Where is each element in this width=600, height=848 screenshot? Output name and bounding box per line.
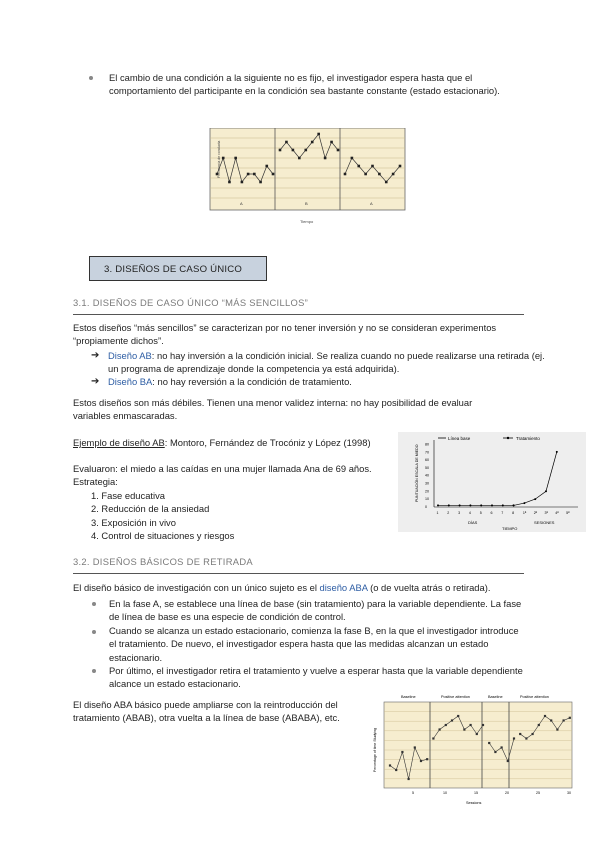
s32-intro-b: (o de vuelta atrás o retirada). [367,582,491,593]
fig2-ytick: 20 [425,489,429,494]
fig3-xtick: 15 [474,791,478,795]
fig3-point [395,769,397,771]
fig1-point [351,157,354,160]
fig3-point [494,751,496,753]
fig3-point [501,746,503,748]
fig2-ytick: 10 [425,497,429,502]
fig3-point [550,719,552,721]
fig3-point [556,728,558,730]
s31-intro: Estos diseños “más sencillos” se caracterizan por no tener inversión y no se consideran experimentos “propiamente dichos”. [73,322,497,347]
fig1-point [265,165,268,168]
s31-ab-text: : no hay inversión a la condición inicial. Se realiza cuando no puede realizarse una retirada (ej. un programa de aprendizaje donde la competencia ya está adquirida). [108,350,545,375]
fig1-point [364,173,367,176]
fig3-xtick: 30 [567,791,571,795]
fig1-point [279,149,282,152]
fig1-point [234,157,237,160]
s31-steps [91,489,371,542]
s31-ba-text: : no hay reversión a la condición de tratamiento. [152,376,352,387]
fig1-ylabel: Frecuencia de conducta [217,140,221,178]
fig2-point [480,504,482,506]
fig3-xtick: 10 [443,791,447,795]
fig2-xtick: 4 [468,511,471,515]
s32-bullet-3: Por último, el investigador retira el tratamiento y vuelve a esperar hasta que la variable dependiente alcance un estado estacionario. [109,665,523,690]
fig3-phase-4: Positive attention [520,695,549,699]
figure-2-chart [398,432,586,532]
bullet-dot [92,630,96,634]
bullet-dot [92,669,96,673]
section-3-2-title: 3.2. DISEÑOS BÁSICOS DE RETIRADA [73,556,253,567]
fig3-point [401,751,403,753]
fig1-point [344,173,347,176]
fig1-point [324,157,327,160]
fig3-point [519,733,521,735]
figure-2 [398,432,586,532]
step-item: 2. Reducción de la ansiedad [91,503,210,515]
fig3-xtick: 20 [505,791,509,795]
fig2-xtick: 5 [479,511,482,515]
fig2-xlabel: TIEMPO [502,526,518,531]
example-label: Ejemplo de diseño AB [73,437,165,448]
s32-intro-a: El diseño básico de investigación con un único sujeto es el [73,582,320,593]
fig3-xlabel: Sessions [466,801,482,805]
fig3-point [445,724,447,726]
step-item: 3. Exposición in vivo [91,516,176,528]
fig3-ylabel: Percentage of time Studying [373,728,377,772]
arrow-icon: ➔ [91,376,100,387]
arrow-icon: ➔ [91,350,100,361]
fig3-point [544,715,546,717]
fig3-point [426,758,428,760]
fig1-point [385,181,388,184]
step-item: 1. Fase educativa [91,490,166,501]
intro-bullet-text: El cambio de una condición a la siguiente no es fijo, el investigador espera hasta que el comportamiento del participante en la condición sea bastante constante (estado estacionario). [109,72,500,97]
fig3-point [513,737,515,739]
fig2-point [556,451,558,453]
fig2-ytick: 70 [425,450,429,455]
section-3-1-title: 3.1. DISEÑOS DE CASO ÚNICO “MÁS SENCILLOS” [73,297,309,308]
s31-item-ab [91,349,548,376]
figure-1 [200,128,410,228]
fig2-point [491,504,493,506]
fig1-point [304,149,307,152]
s32-intro [73,581,543,594]
fig2-ytick: 80 [425,442,429,447]
fig3-point [420,760,422,762]
fig2-xtick: 3 [458,511,461,515]
fig2-xtick: 1ª [522,511,527,515]
s31-example [73,436,373,449]
fig2-ytick: 60 [425,458,429,463]
fig1-point [247,173,250,176]
fig3-phase-2: Positive attention [441,695,470,699]
fig2-xtick: 2 [447,511,450,515]
s32-bullet-1: En la fase A, se establece una línea de base (sin tratamiento) para la variable dependiente. La fase de línea de base es una especie de condición de control. [109,598,522,623]
fig2-xtick: 6 [490,511,493,515]
fig1-point [357,165,360,168]
fig2-legend-marker [507,437,509,439]
fig3-point [569,717,571,719]
fig3-point [507,760,509,762]
fig2-xtick: 2ª [533,511,538,515]
fig3-point [414,746,416,748]
fig1-point [298,157,301,160]
fig3-xtick: 25 [536,791,540,795]
fig3-point [451,719,453,721]
fig1-xlabel: Tiempo [300,219,314,224]
fig3-point [432,737,434,739]
figure-3-chart [368,692,578,806]
bullet-dot [92,602,96,606]
fig2-xtick: 3ª [544,511,548,515]
fig1-point [392,173,395,176]
fig1-point [228,181,231,184]
fig3-point [488,742,490,744]
fig3-point [563,719,565,721]
fig1-phase-b: B [305,201,308,206]
fig2-point [502,504,504,506]
fig1-point [292,149,295,152]
section-3-2-rule [73,573,524,574]
fig2-ytick: 50 [425,465,429,470]
figure-1-chart [200,128,410,228]
fig1-point [330,141,333,144]
fig1-point [222,157,225,160]
s32-intro-term: diseño ABA [319,582,368,593]
fig1-point [399,165,402,168]
fig2-ylabel: PUNTUACIÓN ESCALA DE MIEDO [415,444,419,502]
fig1-point [337,149,340,152]
fig2-point [513,504,515,506]
section-3-1-rule [73,314,524,315]
fig2-xtick: 8 [512,511,515,515]
fig2-point [534,498,536,500]
fig1-point [371,165,374,168]
fig1-point [317,133,320,136]
fig3-phase-1: Baseline [401,695,416,699]
fig1-point [311,141,314,144]
fig2-point [469,504,471,506]
fig2-point [448,504,450,506]
fig2-point [437,504,439,506]
fig3-point [457,715,459,717]
fig2-point [545,490,547,492]
s31-example-eval: Evaluaron: el miedo a las caídas en una mujer llamada Ana de 69 años. Estrategia: [73,463,372,488]
example-authors: : Montoro, Fernández de Trocóniz y López (1998) [164,437,371,448]
fig3-point [538,724,540,726]
fig1-point [253,173,256,176]
fig1-phase-a1: A [240,201,243,206]
section-3-heading [89,256,267,281]
fig3-point [476,733,478,735]
fig2-legend-base: Línea base [448,436,471,441]
s31-ba-term: Diseño BA [108,376,153,387]
fig2-xtick: 7 [501,511,504,515]
fig2-point [523,502,525,504]
s31-weak: Estos diseños son más débiles. Tienen una menor validez interna: no hay posibilidad de evaluar variables enmascaradas. [73,397,473,422]
fig3-point [470,724,472,726]
fig3-point [525,737,527,739]
fig1-phase-a2: A [370,201,373,206]
step-item: 4. Control de situaciones y riesgos [91,529,235,541]
s31-ab-term: Diseño AB [108,350,152,361]
section-3-heading-text: 3. DISEÑOS DE CASO ÚNICO [104,264,243,275]
fig3-point [439,728,441,730]
fig3-xtick: 5 [412,791,414,795]
fig2-point [459,504,461,506]
fig2-xgroup1: DÍAS [468,520,478,525]
fig3-point [482,724,484,726]
figure-3 [368,692,578,806]
fig1-point [241,181,244,184]
s32-bullet-2: Cuando se alcanza un estado estacionario, comienza la fase B, en la que el investigador introduce el tratamiento. De nuevo, el investigador espera hasta que las medidas alcanzan un estado estacionario. [109,625,519,663]
fig2-xtick: 5ª [566,511,570,515]
fig2-xtick: 4ª [555,511,559,515]
fig2-xgroup2: SESIONES [534,520,555,525]
bullet-dot [89,76,93,80]
fig3-phase-3: Baseline [488,695,503,699]
fig1-point [272,173,275,176]
fig3-point [408,778,410,780]
fig2-ytick: 30 [425,481,429,486]
fig3-point [532,733,534,735]
s31-item-ba [91,375,548,388]
fig2-legend-treat: Tratamiento [516,436,540,441]
fig1-point [285,141,288,144]
fig2-ytick: 40 [425,473,429,478]
fig3-point [463,728,465,730]
fig2-ytick: 0 [425,504,427,509]
fig3-point [389,764,391,766]
fig1-point [259,181,262,184]
fig2-xtick: 1 [436,511,439,515]
fig1-point [378,173,381,176]
s32-abab: El diseño ABA básico puede ampliarse con la reintroducción del tratamiento (ABAB), otra vuelta a la línea de base (ABABA), etc. [73,699,340,724]
